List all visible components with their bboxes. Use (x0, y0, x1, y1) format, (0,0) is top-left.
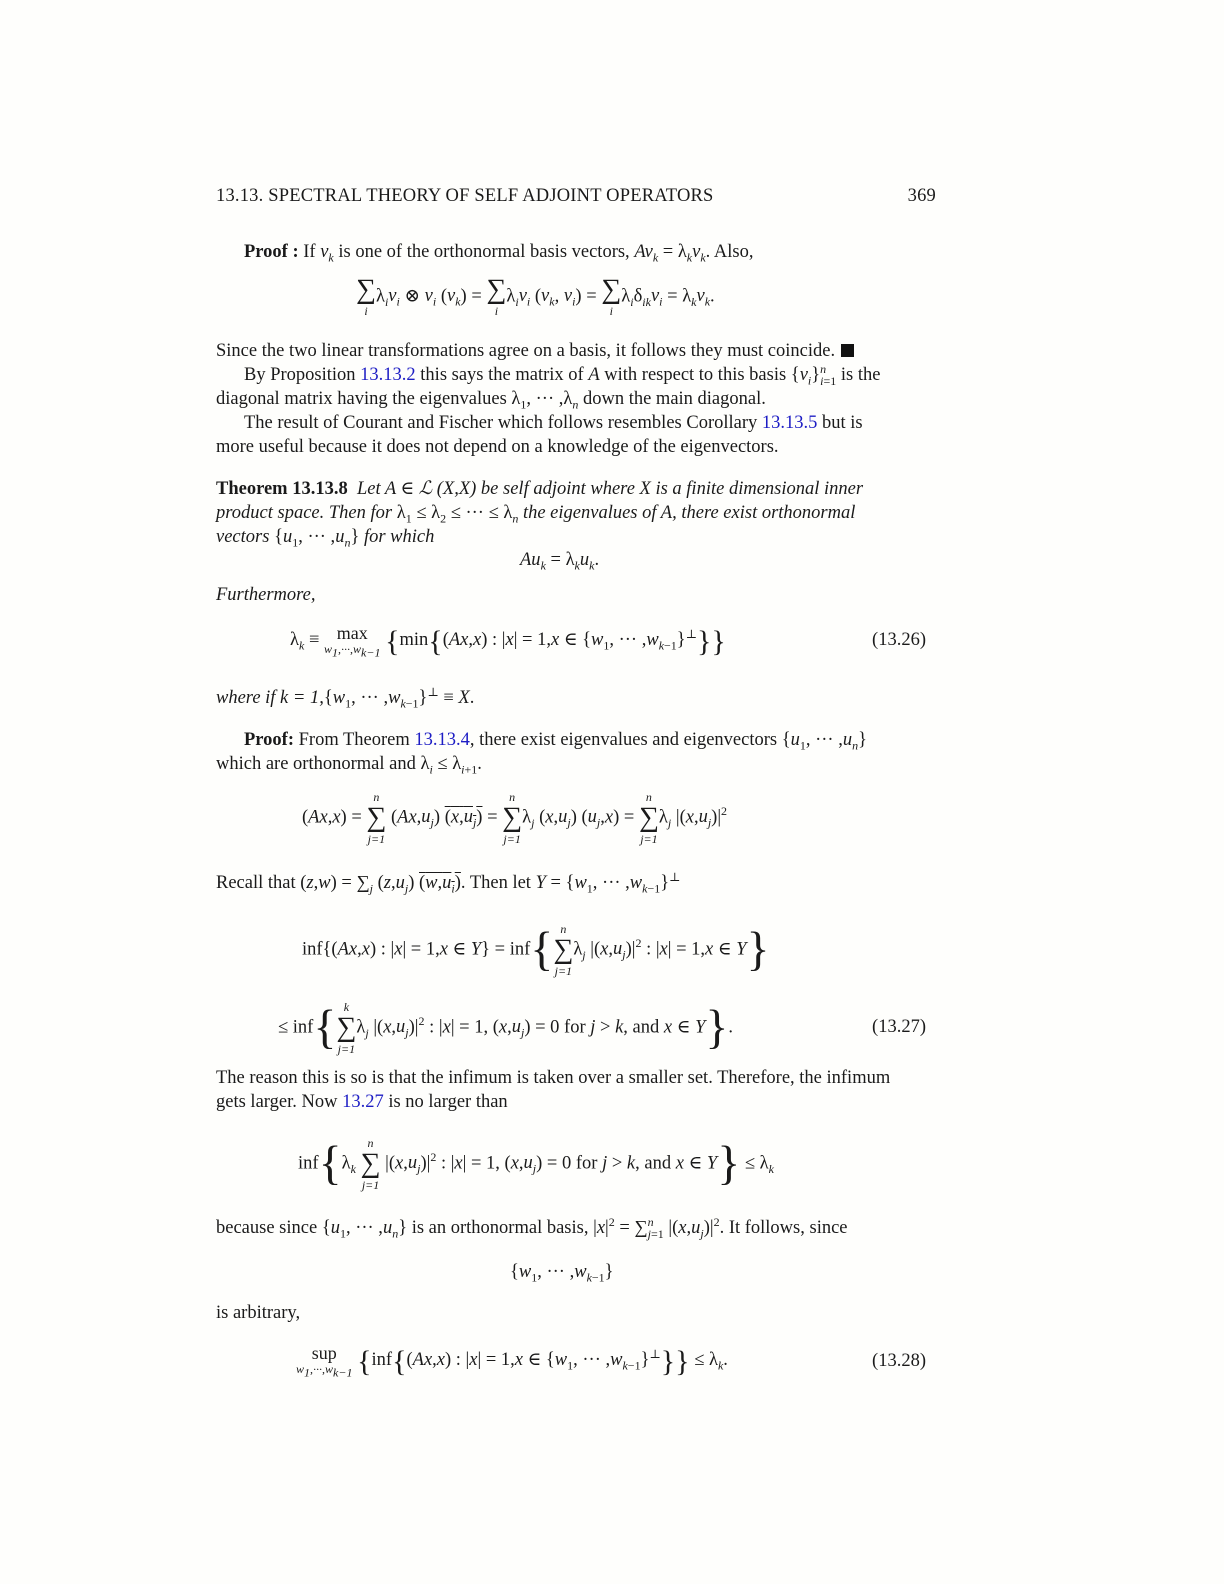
proof2-lead: Proof: (244, 730, 294, 750)
equation-13-26: $\lambda_k$ ≡ max $w_1,\cdot\cdot\cdot,w_{k-1}$ {min{(Ax,x) : |x| = 1,x ∈ {$w_1$, ··· $,w_{k-1}\}^\perp$}} (290, 623, 726, 660)
proof1-lead: Proof : (244, 242, 299, 262)
reason-line2: gets larger. Now 13.27 is no larger than (216, 1092, 508, 1112)
proof1-conclusion: Since the two linear transformations agree on a basis, it follows they must coincide. (216, 339, 854, 363)
equation-inner-product-expansion: (Ax,x) = n ∑ j=1 $(Ax,u_j) (x,u_j)$ = n ∑ j=1 $\lambda_j$ $(x,u_j) (u_j,x)$ = n ∑ j=1 $\lambda_j$ $|(x,u_j)|^2$ (302, 790, 728, 846)
para2-line2: more useful because it does not depend on a knowledge of the eigenvectors. (216, 437, 779, 457)
ref-13-13-2[interactable]: 13.13.2 (360, 365, 416, 385)
para1-line2: diagonal matrix having the eigenvalues $\lambda_1$, ··· $,\lambda_n$ down the main diagonal. (216, 389, 766, 412)
theorem-label: Theorem 13.13.8 (216, 479, 348, 499)
proof2-line2: which are orthonormal and $\lambda_i \le \lambda_{i+1}$. (216, 754, 482, 777)
because-line: because since {$u_1$, ··· $,u_n$} is an orthonormal basis, $|x|^2 = \sum^n_{j=1}$ $|(x,u_j)|^2$. It follows, since (216, 1214, 848, 1241)
theorem-line1: Theorem 13.13.8 Let A ∈ ℒ (X,X) be self adjoint where X is a finite dimensional inner (216, 479, 864, 499)
qed-box-icon (841, 344, 854, 357)
proof1-line: Proof : If $v_k$ is one of the orthonormal basis vectors, $Av_k = \lambda_kv_k$. Also, (244, 242, 754, 265)
ref-13-13-4[interactable]: 13.13.4 (414, 730, 470, 750)
furthermore-text: Furthermore, (216, 585, 316, 605)
proof2-line1: Proof: From Theorem 13.13.4, there exist eigenvalues and eigenvectors {$u_1$, ··· $,u_n$} (244, 730, 867, 753)
para2-line1: The result of Courant and Fischer which follows resembles Corollary 13.13.5 but is (244, 413, 863, 433)
equation-label-13-27: (13.27) (872, 1017, 926, 1037)
running-header (216, 184, 936, 208)
theorem-line3: vectors {$u_1$, ··· $,u_n$} for which (216, 527, 435, 550)
equation-label-13-28: (13.28) (872, 1351, 926, 1371)
where-line: where if $k = 1,\{w_1$, ··· $,w_{k-1}\}^\perp \equiv X$. (216, 684, 475, 711)
arbitrary-text: is arbitrary, (216, 1303, 301, 1323)
equation-w-set: {$w_1$, ··· $,w_{k-1}$} (510, 1262, 614, 1285)
reason-line1: The reason this is so is that the infimum is taken over a smaller set. Therefore, the infimum (216, 1068, 891, 1088)
equation-13-28: sup $w_1,\cdot\cdot\cdot,w_{k-1}$ {inf{(Ax,x) : |x| = 1,x ∈ {$w_1$, ··· $,w_{k-1}\}^\perp\}\} \le \lambda_k$. (296, 1343, 728, 1380)
equation-label-13-26: (13.26) (872, 630, 926, 650)
equation-eigen: $Au_k = \lambda_ku_k$. (520, 550, 600, 573)
theorem-line2: product space. Then for $\lambda_1 \le \lambda_2$ ≤ ··· ≤ $\lambda_n$ the eigenvalues of A, there exist orthonormal (216, 503, 856, 526)
equation-13-27: ≤ inf{ k ∑ j=1 $\lambda_j$ $|(x,u_j)|^2$ : |x| = 1, $(x,u_j) = 0$ for j > k, and x ∈ Y}. (278, 1000, 734, 1056)
page-number: 369 (907, 186, 936, 206)
recall-line: Recall that $(z,w) = \sum_j$ $(z,u_j)$ $(w,u_i)$. Then let $Y = \{w_1$, ··· $,w_{k-1}\}^\perp$ (216, 869, 681, 896)
ref-13-27[interactable]: 13.27 (342, 1092, 384, 1112)
section-title: 13.13. SPECTRAL THEORY OF SELF ADJOINT OPERATORS (216, 186, 714, 206)
para1-line1: By Proposition 13.13.2 this says the matrix of A with respect to this basis $\{v_i\}^n_{i=1}$ is the (244, 361, 881, 388)
equation-sum-identity: ∑ i $\lambda_iv_i$ ⊗ $v_i$ $(v_k)$ = ∑ i $\lambda_iv_i$ ($v_k$, $v_i$) = ∑ i $\lambda_i\delta_{ik}v_i = \lambda_kv_k$. (356, 274, 715, 318)
equation-upper-bound: $inf\{\lambda_k$ n ∑ j=1 $|(x,u_j)|^2$ : |x| = 1, $(x,u_j) = 0$ for j > k, and x ∈ $Y\} \le \lambda_k$ (298, 1136, 774, 1192)
equation-inf-rewrite: inf{(Ax,x) : |x| = 1,x ∈ Y} = inf{ n ∑ j=1 $\lambda_j$ $|(x,u_j)|^2$ : |x| = 1,x ∈ Y} (302, 922, 770, 978)
ref-13-13-5[interactable]: 13.13.5 (761, 413, 818, 433)
